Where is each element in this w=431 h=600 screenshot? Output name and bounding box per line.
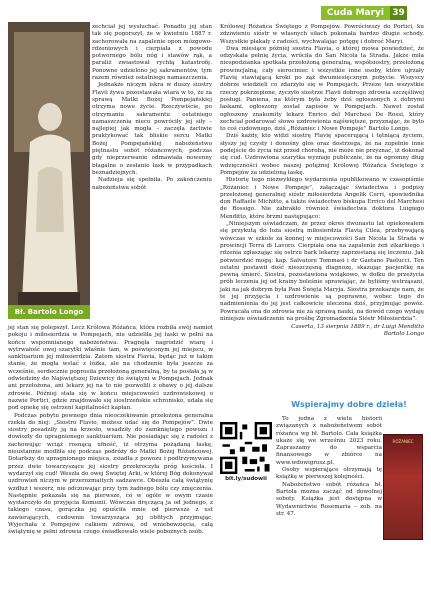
book-cover-title: RÓŻANIEC	[392, 439, 414, 444]
paragraph: Jednakże niczym iskra w duszy siostry Flavii żywa pozostawała wiara w to, że za sprawą Matki Bożej Pompejańskiej otrzyma nowe życie. Rzeczywiście, po otrzymaniu sakramentu ostatniego namaszczenia nieco powróciły jej siły – najlepiej jak mogła – zaczęła żarliwie praktykować tak bliskie sercu Matki Bożej Pompejańskiej nabożeństwo piętnastu sobót różańcowych, podczas gdy nieprzerwanie odmawiała nowenny błagalne o zesłanie łask w przypadkach beznadziejnych.	[92, 82, 212, 176]
source-author: Bartolo Longo	[383, 331, 424, 338]
article-column-1-bottom	[8, 325, 213, 537]
running-header-title: Cuda Maryi	[321, 6, 390, 20]
paragraph: Historię tego niezwykłego wydarzenia opublikowano w czasopiśmie „Różaniec i Nowe Pompeje”, załączając świadectwa i podpisy przełożonej generalnej sióstr miłosierdzia Angelik Cerri, spowiednika don Raffaele Michitto, a także świadectwo biskupa Errico del Marchesi de Rossigo. Nie zabrakło również świadectwa doktora Luigiego Menditto, które brzmi następująco:	[220, 177, 424, 220]
paragraph: „Niniejszym oświadczam, że przez okres dwunastu lat opiekowałem się przykutą do łoża siostrą miłosierdzia Flavią Cilea, przebywającą wówczas w szkole za konnej w miejscowości San Nicola la Strada w prowincji Terra di Lavoro. Cierpiała ona na zapalenie żeń zikarkiego i rdzenia zgłaszając się ostrzu bark lekarzy zaprzestaną się leczeniu. Jak potwierdzić mogą: kap. Salvatore Tommasi i dr Gaetano Paolucci. Ten ostatni postawił dość nieszczęsną diagnozę, skazując pacjentkę na pewną śmierć. Siostra, pozostawiona wsiąkowo, w dołku do przeżycia prób leczenia jej od krainy boleśnie sprawiając, że byliśmy wstrząsani, jaki na jak dobrym była Pani Święta Maryja. Siostra przekazuje nam, że te jej przyjęcia i uzdrowienie są poprawne, wobec tego do nadmienienia do jej jest całkowicie uleczona dziś, przyjmując powóz. Powracała ona do zdrowia nie za sprawą nauki, na dowód czego wydaję niniejsze oświadczenie na prośbę Zgromadzenia Sióstr Miłosierdzia”.	[220, 221, 424, 322]
paragraph: zechciał jej wysłuchać. Ponadto jej stan tak się pogorszył, że w kwietniu 1887 r. zachorowała na zapalenie opon mózgowo-rdzeniowych i cierpiała z powodu potwornego bólu nóg i stawów rąk, a paraliż zwiastował rychłą katastrofę. Ponowne udzielono jej sakramentów, tym razem również ostatniego namaszczenia.	[92, 24, 212, 82]
article-column-2	[220, 24, 424, 339]
paragraph: Dziś każdy, kto widzi siostrę Flavię spacerującą i tętniącą życiem, słyszy jej czysty i donośny głos oraz dostrzega, że na zupełnie inne podejście do życia niż przed chorobą, nie może nie przyznać, iż dokonał się cud. Uzdrowiona szarytka wyznaje publicznie, że na ogromny dług wdzięczności wobec naszej potężnej Królowej Różańca Świętego z Pompejów za udzieloną łaskę.	[220, 133, 424, 176]
signature-place-date: Caserta, 13 sierpnia 1889 r.,	[291, 324, 373, 331]
article-column-1-top	[92, 24, 212, 192]
promo-title: Wspierajmy dobre dzieła!	[291, 400, 407, 409]
photo-caption: Bł. Bartolo Longo	[8, 305, 90, 319]
bartolo-longo-statue-photo	[8, 22, 90, 318]
paragraph: Nadzieja się spełniła. Po zakończeniu nabożeństwa sobót	[92, 177, 212, 191]
paragraph: Królowej Różańca Świętego z Pompejów. Powróciwszy do Portici, ku zdziwieniu sióstr w własnych siłach pokonała bardzo długie schody. Wszystkie płakały z radości, wychwalając potęgę i dobroć Maryi.	[220, 24, 424, 45]
statue-illustration	[8, 22, 90, 318]
qr-caption[interactable]: bit.ly/sudowii	[225, 476, 267, 482]
page-number: 39	[390, 6, 407, 20]
paragraph: Osoby wspierające otrzymają tę książkę w pierwszej kolejności.	[276, 467, 382, 481]
paragraph: Nabożeństwo sobót różańca bł. Bartola można zacząć od dowolnej soboty. Książka jest dostępna w Wydawnictwie Rosemaria – zob. na str. 47.	[276, 481, 382, 517]
promo-box	[220, 400, 424, 595]
signature-block	[220, 324, 424, 339]
paragraph: Dwa miesiące później siostra Flavia, o której mowa powiedzieć, że odzyskała pełnię życia, wróciła do San Nicola la Strada. Jakże miła niespodzianka spotkała przełożoną generalną, współsiostry, przełożoną prowincjalną, cały sierociniec i wszystkie inne osoby, które ujrzały Flavię stawiającą kroki po ząż dwumiesięcznym pobycie. Wszyscy dobrze wiedzieli co zdarzyło się w Pompejach. Przeze ten wszystkie rzeczy pokrzepione, życzyło siostrze Flavii dobrego zdrowia szczęśliwej posługi. Paniena, na którym była żeby dziś ogłoszonych z dobrymi łaskami, ogłoszony został zapisów w Pompejach. Nawet został ogłoszony znakomity lekarz Enrico del Marchesi De Rossi, który zechciał podarować słowo uzdrowienia najświętsze, przyznając, że było to coś cudownego, dziś „Różaniec i Nowe Pompeje” Bartolo Longo.	[220, 45, 424, 133]
paragraph: jej stan się polepszył. Lecz Królowa Różańca, która rozbiła swój namiot pokoju i miłosierdzia w Pompejach, nie udzieliła jej łaski w pełni na końcu wspomnianego nabożeństwa. Pragnęła nagrodzić wiarę i wytrwałość owej szarytki właśnie tam, w poświęconym jej miejscu, w sanktuarium jej miłosierdzia. Zatem siostra Flavia, będąc już w takim stanie, że mogła wstać z łóżka, ale na chodzenie była jeszcze za wcześnie, serdecznie poprosiła przełożoną generalną, by ta posłała ją w odwiedziny do Najświętszej Dziewicy do świątyni w Pompejach. Jednak ani przełożona, ani lekarz jej na to nie pozwolili z obawy o jej dalsze zdrowie. Później stała się w końcu miejscowości uzdrowiskowej o nazwie Portici, gdzie znajdowało się siostrzeńskie schronisko, udała się pod opiekę się ostrzeni kapitalności kapłan.	[8, 325, 213, 412]
paragraph: Podczas pobytu pewnego dnia nieoczekiwanie przełożona generalna rzekła do niej: „Siostro Flavio, możesz udać się do Pompejów”. Dwie siostry posadziły ją na krzesło, wsadziły do zamkniętego powozu i dowiozły do upragnionego sanktuarium. Nie posiadając się z radości z zachowując wciąż rosnącą ufność, iż otrzyma pożądaną łaskę, nieustannie modliła się podczas podróży do Matki Bożej Różańcowej. Dotarłszy do upragnionego miejsca, zsiadła z powozu i podtrzymywana przez dwie towarzyszące jej siostry przekroczyła próg kościoła. I wydarzył się cud! Weszła do owej Świętej Arki, w której Bóg dokonywał uzdrowień niczym w przerozmaitych sadzawce. Obeszła całą świątynię wzdłuż i wszerz, nie odczuwając przy tym żadnego bólu czy zmęczenia. Następnie pokazała się na pierwsze, co w ogóle w owym czasie wystarczyło do przyjęcia Komunii. Wówczas dręczącą ja od jednego, z takiego czasu, gorączka jej opuściła mnie od pierwsze z ust zawierających, cudownie towarzysząca jej obfitych przyjmując, Wyjechała z Pompejów całkiem zdrowa, od wniebowzięcia, całą świątynię w pełni zdrowia czego świadkowało wiele pobożnych osób.	[8, 412, 213, 536]
paragraph: To jedna z wielu historii związanych z nabożeństwem sobót różańca wg bł. Bartolo. Cała książka ukaże się we wrześniu 2023 roku. Zapraszamy do wsparcia finansowego w zbiórce na www.wdowigrosz.pl.	[276, 416, 382, 466]
qr-code-icon[interactable]	[220, 422, 272, 474]
promo-text	[276, 416, 382, 518]
book-cover-image	[383, 434, 423, 540]
signature-name: dr Luigi Menditto	[373, 324, 424, 331]
